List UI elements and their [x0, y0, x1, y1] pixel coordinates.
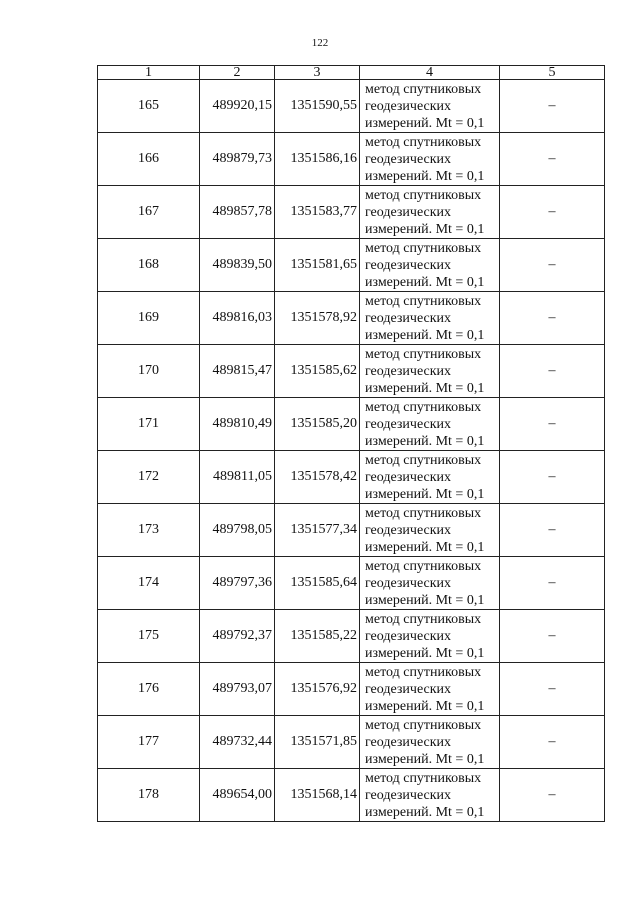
method-cell — [360, 663, 500, 716]
x-coordinate-cell: 489797,36 — [200, 557, 275, 610]
method-cell — [360, 292, 500, 345]
method-line: метод спутниковых — [365, 558, 482, 574]
point-number-cell: 168 — [98, 239, 200, 292]
method-line: измерений. Mt = 0,1 — [365, 804, 485, 820]
table-row — [98, 716, 605, 769]
table-row — [98, 345, 605, 398]
point-number-cell: 169 — [98, 292, 200, 345]
method-cell — [360, 504, 500, 557]
x-coordinate-cell: 489857,78 — [200, 186, 275, 239]
method-line: геодезических — [365, 734, 452, 750]
note-cell: – — [500, 292, 605, 345]
y-coordinate-cell: 1351576,92 — [275, 663, 360, 716]
method-cell — [360, 239, 500, 292]
method-line: метод спутниковых — [365, 452, 482, 468]
page-number: 122 — [311, 37, 329, 49]
method-line: метод спутниковых — [365, 293, 482, 309]
table-row — [98, 610, 605, 663]
header-col-3: 3 — [275, 66, 360, 80]
x-coordinate-cell: 489732,44 — [200, 716, 275, 769]
point-number-cell: 173 — [98, 504, 200, 557]
method-cell — [360, 133, 500, 186]
table-row — [98, 80, 605, 133]
y-coordinate-cell: 1351583,77 — [275, 186, 360, 239]
table-body — [98, 80, 605, 822]
method-line: метод спутниковых — [365, 770, 482, 786]
x-coordinate-cell: 489810,49 — [200, 398, 275, 451]
point-number-cell: 166 — [98, 133, 200, 186]
note-cell: – — [500, 769, 605, 822]
table-row — [98, 769, 605, 822]
method-cell — [360, 186, 500, 239]
y-coordinate-cell: 1351585,64 — [275, 557, 360, 610]
header-col-2: 2 — [200, 66, 275, 80]
y-coordinate-cell: 1351585,62 — [275, 345, 360, 398]
y-coordinate-cell: 1351581,65 — [275, 239, 360, 292]
method-line: геодезических — [365, 363, 452, 379]
note-cell: – — [500, 80, 605, 133]
method-line: измерений. Mt = 0,1 — [365, 645, 485, 661]
x-coordinate-cell: 489793,07 — [200, 663, 275, 716]
x-coordinate-cell: 489792,37 — [200, 610, 275, 663]
method-line: метод спутниковых — [365, 134, 482, 150]
method-line: геодезических — [365, 204, 452, 220]
coordinates-table — [97, 65, 605, 822]
y-coordinate-cell: 1351585,22 — [275, 610, 360, 663]
method-cell — [360, 610, 500, 663]
header-col-1: 1 — [98, 66, 200, 80]
method-cell — [360, 451, 500, 504]
y-coordinate-cell: 1351568,14 — [275, 769, 360, 822]
y-coordinate-cell: 1351585,20 — [275, 398, 360, 451]
method-line: измерений. Mt = 0,1 — [365, 274, 485, 290]
point-number-cell: 178 — [98, 769, 200, 822]
method-line: геодезических — [365, 469, 452, 485]
x-coordinate-cell: 489798,05 — [200, 504, 275, 557]
note-cell: – — [500, 398, 605, 451]
note-cell: – — [500, 239, 605, 292]
table-row — [98, 451, 605, 504]
method-line: геодезических — [365, 522, 452, 538]
method-line: измерений. Mt = 0,1 — [365, 380, 485, 396]
table-row — [98, 133, 605, 186]
table-header-row — [98, 66, 605, 80]
method-line: геодезических — [365, 681, 452, 697]
method-line: измерений. Mt = 0,1 — [365, 115, 485, 131]
method-line: геодезических — [365, 787, 452, 803]
note-cell: – — [500, 610, 605, 663]
x-coordinate-cell: 489815,47 — [200, 345, 275, 398]
header-col-4: 4 — [360, 66, 500, 80]
method-line: геодезических — [365, 628, 452, 644]
method-line: геодезических — [365, 310, 452, 326]
note-cell: – — [500, 186, 605, 239]
note-cell: – — [500, 663, 605, 716]
point-number-cell: 177 — [98, 716, 200, 769]
method-line: метод спутниковых — [365, 717, 482, 733]
y-coordinate-cell: 1351578,92 — [275, 292, 360, 345]
x-coordinate-cell: 489654,00 — [200, 769, 275, 822]
y-coordinate-cell: 1351578,42 — [275, 451, 360, 504]
x-coordinate-cell: 489839,50 — [200, 239, 275, 292]
method-line: метод спутниковых — [365, 399, 482, 415]
x-coordinate-cell: 489816,03 — [200, 292, 275, 345]
method-line: метод спутниковых — [365, 240, 482, 256]
method-cell — [360, 769, 500, 822]
note-cell: – — [500, 557, 605, 610]
table-row — [98, 292, 605, 345]
method-line: измерений. Mt = 0,1 — [365, 486, 485, 502]
table-row — [98, 398, 605, 451]
point-number-cell: 172 — [98, 451, 200, 504]
method-line: измерений. Mt = 0,1 — [365, 327, 485, 343]
y-coordinate-cell: 1351571,85 — [275, 716, 360, 769]
note-cell: – — [500, 451, 605, 504]
method-line: измерений. Mt = 0,1 — [365, 751, 485, 767]
method-line: метод спутниковых — [365, 664, 482, 680]
x-coordinate-cell: 489920,15 — [200, 80, 275, 133]
header-col-5: 5 — [500, 66, 605, 80]
point-number-cell: 176 — [98, 663, 200, 716]
point-number-cell: 175 — [98, 610, 200, 663]
method-line: метод спутниковых — [365, 346, 482, 362]
point-number-cell: 174 — [98, 557, 200, 610]
table-row — [98, 239, 605, 292]
method-line: метод спутниковых — [365, 505, 482, 521]
y-coordinate-cell: 1351590,55 — [275, 80, 360, 133]
point-number-cell: 167 — [98, 186, 200, 239]
point-number-cell: 165 — [98, 80, 200, 133]
method-cell — [360, 398, 500, 451]
table-row — [98, 663, 605, 716]
y-coordinate-cell: 1351577,34 — [275, 504, 360, 557]
method-cell — [360, 345, 500, 398]
x-coordinate-cell: 489811,05 — [200, 451, 275, 504]
x-coordinate-cell: 489879,73 — [200, 133, 275, 186]
method-line: измерений. Mt = 0,1 — [365, 433, 485, 449]
point-number-cell: 170 — [98, 345, 200, 398]
method-line: измерений. Mt = 0,1 — [365, 592, 485, 608]
note-cell: – — [500, 345, 605, 398]
method-cell — [360, 557, 500, 610]
method-line: геодезических — [365, 416, 452, 432]
method-line: метод спутниковых — [365, 611, 482, 627]
method-cell — [360, 716, 500, 769]
note-cell: – — [500, 133, 605, 186]
method-line: геодезических — [365, 98, 452, 114]
method-line: геодезических — [365, 151, 452, 167]
method-line: метод спутниковых — [365, 81, 482, 97]
method-line: геодезических — [365, 257, 452, 273]
method-line: измерений. Mt = 0,1 — [365, 221, 485, 237]
method-line: измерений. Mt = 0,1 — [365, 539, 485, 555]
note-cell: – — [500, 716, 605, 769]
method-line: геодезических — [365, 575, 452, 591]
table-row — [98, 557, 605, 610]
method-cell — [360, 80, 500, 133]
method-line: измерений. Mt = 0,1 — [365, 168, 485, 184]
y-coordinate-cell: 1351586,16 — [275, 133, 360, 186]
method-line: измерений. Mt = 0,1 — [365, 698, 485, 714]
note-cell: – — [500, 504, 605, 557]
point-number-cell: 171 — [98, 398, 200, 451]
table-row — [98, 186, 605, 239]
method-line: метод спутниковых — [365, 187, 482, 203]
table-row — [98, 504, 605, 557]
